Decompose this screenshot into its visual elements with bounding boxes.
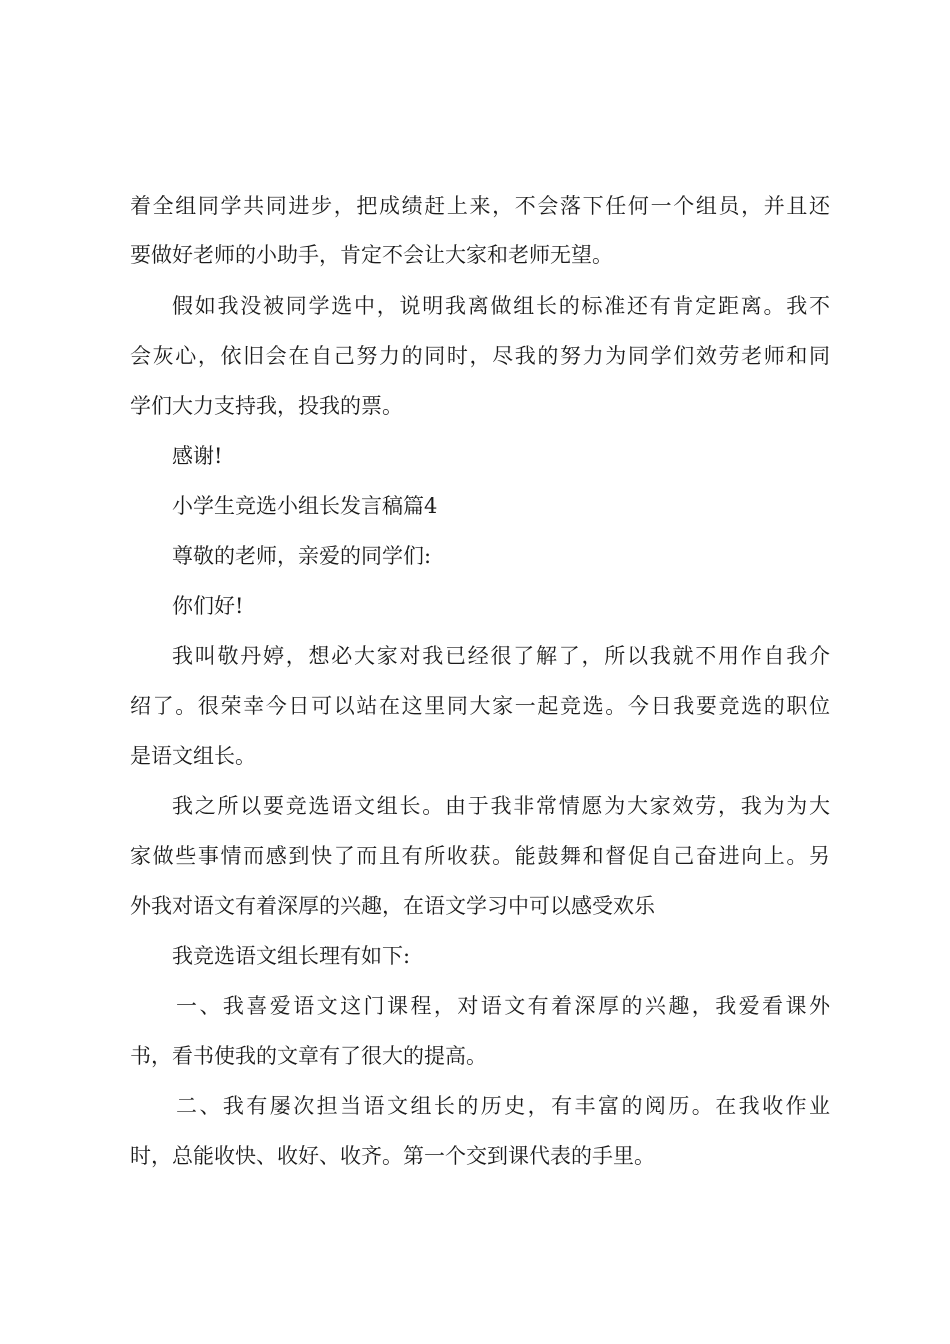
list-item-line: 一、我喜爱语文这门课程，对语文有着深厚的兴趣，我爱看课外 <box>176 994 830 1018</box>
paragraph-line: 会灰心，依旧会在自己努力的同时，尽我的努力为同学们效劳老师和同 <box>130 344 830 368</box>
paragraph-line: 学们大力支持我，投我的票。 <box>130 394 403 418</box>
paragraph-line: 是语文组长。 <box>130 744 256 768</box>
list-item-line: 二、我有屡次担当语文组长的历史，有丰富的阅历。在我收作业 <box>176 1094 830 1118</box>
greeting: 你们好! <box>172 594 244 618</box>
paragraph-line: 着全组同学共同进步，把成绩赶上来，不会落下任何一个组员，并且还 <box>130 194 830 218</box>
list-item-line: 时，总能收快、收好、收齐。第一个交到课代表的手里。 <box>130 1144 655 1168</box>
list-item-line: 书，看书使我的文章有了很大的提高。 <box>130 1044 487 1068</box>
paragraph-line: 外我对语文有着深厚的兴趣，在语文学习中可以感受欢乐 <box>130 894 655 918</box>
paragraph-line: 绍了。很荣幸今日可以站在这里同大家一起竞选。今日我要竞选的职位 <box>130 694 830 718</box>
paragraph-line: 我之所以要竞选语文组长。由于我非常情愿为大家效劳，我为为大 <box>172 794 830 818</box>
section-heading: 小学生竞选小组长发言稿篇4 <box>172 494 438 518</box>
paragraph-line: 要做好老师的小助手，肯定不会让大家和老师无望。 <box>130 243 613 267</box>
paragraph-line: 我竞选语文组长理有如下: <box>172 944 411 968</box>
paragraph-line: 家做些事情而感到快了而且有所收获。能鼓舞和督促自己奋进向上。另 <box>130 844 830 868</box>
salutation: 尊敬的老师，亲爱的同学们: <box>172 544 432 568</box>
paragraph-line: 假如我没被同学选中，说明我离做组长的标准还有肯定距离。我不 <box>172 294 830 318</box>
paragraph-line: 感谢! <box>172 444 223 468</box>
paragraph-line: 我叫敬丹婷，想必大家对我已经很了解了，所以我就不用作自我介 <box>172 644 830 668</box>
